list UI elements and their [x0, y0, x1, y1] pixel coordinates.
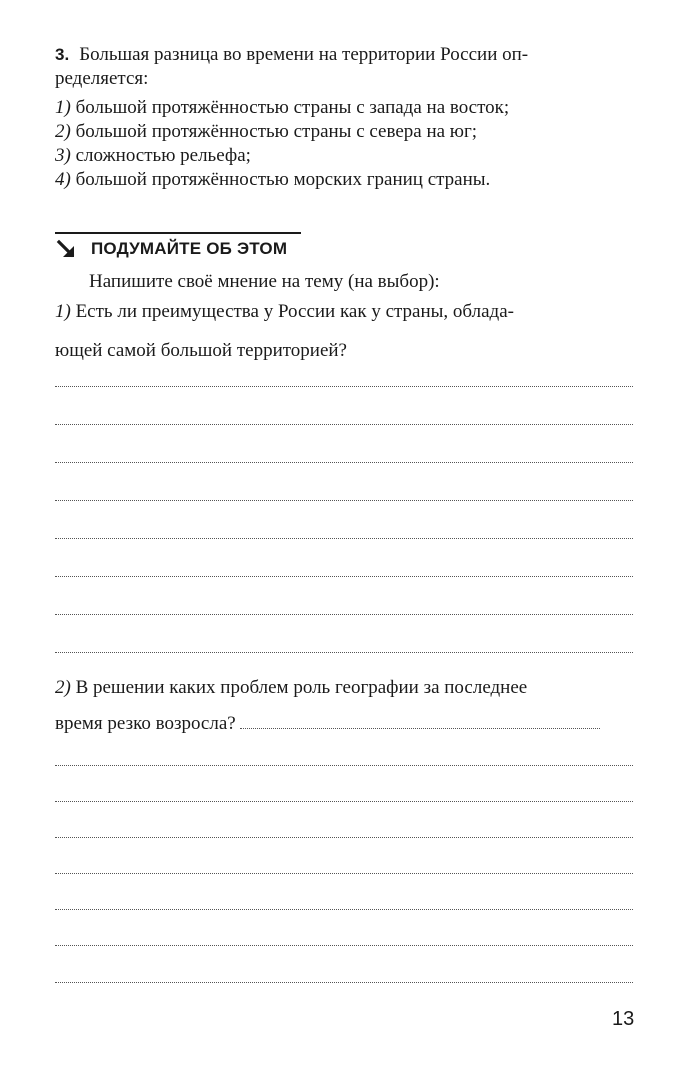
- topic-2-text-2: время резко возросла?: [55, 713, 236, 734]
- section-intro: Напишите своё мнение на тему (на выбор):: [89, 271, 440, 292]
- question-3-line-2: ределяется:: [55, 68, 149, 89]
- topic-1-number: 1): [55, 301, 71, 322]
- answer-line[interactable]: [55, 801, 633, 802]
- option-1-text: большой протяжённостью страны с запада на восток;: [75, 97, 510, 118]
- answer-line[interactable]: [55, 837, 633, 838]
- answer-line[interactable]: [55, 614, 633, 615]
- answer-line[interactable]: [55, 576, 633, 577]
- question-3-text-1: Большая разница во времени на территории России оп-: [79, 44, 529, 65]
- topic-1-text-1: Есть ли преимущества у России как у страны, облада-: [75, 301, 514, 322]
- topic-2-number: 2): [55, 677, 71, 698]
- section-title: ПОДУМАЙТЕ ОБ ЭТОМ: [91, 239, 288, 258]
- topic-1-line-2: ющей самой большой территорией?: [55, 340, 347, 361]
- topic-2-line-2: [55, 712, 645, 736]
- option-3-number: 3): [55, 145, 71, 166]
- answer-line[interactable]: [55, 386, 633, 387]
- question-3-option-4: [55, 168, 645, 192]
- topic-2-text-1: В решении каких проблем роль географии за последнее: [75, 677, 528, 698]
- option-2-text: большой протяжённостью страны с севера на юг;: [75, 121, 478, 142]
- question-3-option-3: [55, 144, 645, 168]
- topic-2-line-1: [55, 676, 645, 700]
- answer-line[interactable]: [55, 424, 633, 425]
- answer-line[interactable]: [55, 462, 633, 463]
- answer-line[interactable]: [55, 909, 633, 910]
- section-heading: [55, 232, 355, 272]
- answer-line[interactable]: [55, 538, 633, 539]
- option-1-number: 1): [55, 97, 71, 118]
- page-number: 13: [612, 1008, 635, 1030]
- answer-line[interactable]: [55, 500, 633, 501]
- answer-line[interactable]: [55, 873, 633, 874]
- answer-line[interactable]: [55, 945, 633, 946]
- question-3-option-2: [55, 120, 645, 144]
- question-3-line-1: [55, 43, 645, 67]
- option-3-text: сложностью рельефа;: [75, 145, 251, 166]
- arrow-down-right-icon: [55, 238, 77, 260]
- option-4-number: 4): [55, 169, 71, 190]
- answer-line-inline[interactable]: [240, 728, 600, 729]
- question-3-number: 3.: [55, 45, 70, 64]
- option-4-text: большой протяжённостью морских границ страны.: [75, 169, 491, 190]
- option-2-number: 2): [55, 121, 71, 142]
- section-rule: [55, 232, 301, 234]
- answer-line[interactable]: [55, 652, 633, 653]
- topic-1-line-1: [55, 300, 645, 324]
- answer-line[interactable]: [55, 765, 633, 766]
- question-3-option-1: [55, 96, 645, 120]
- answer-line[interactable]: [55, 982, 633, 983]
